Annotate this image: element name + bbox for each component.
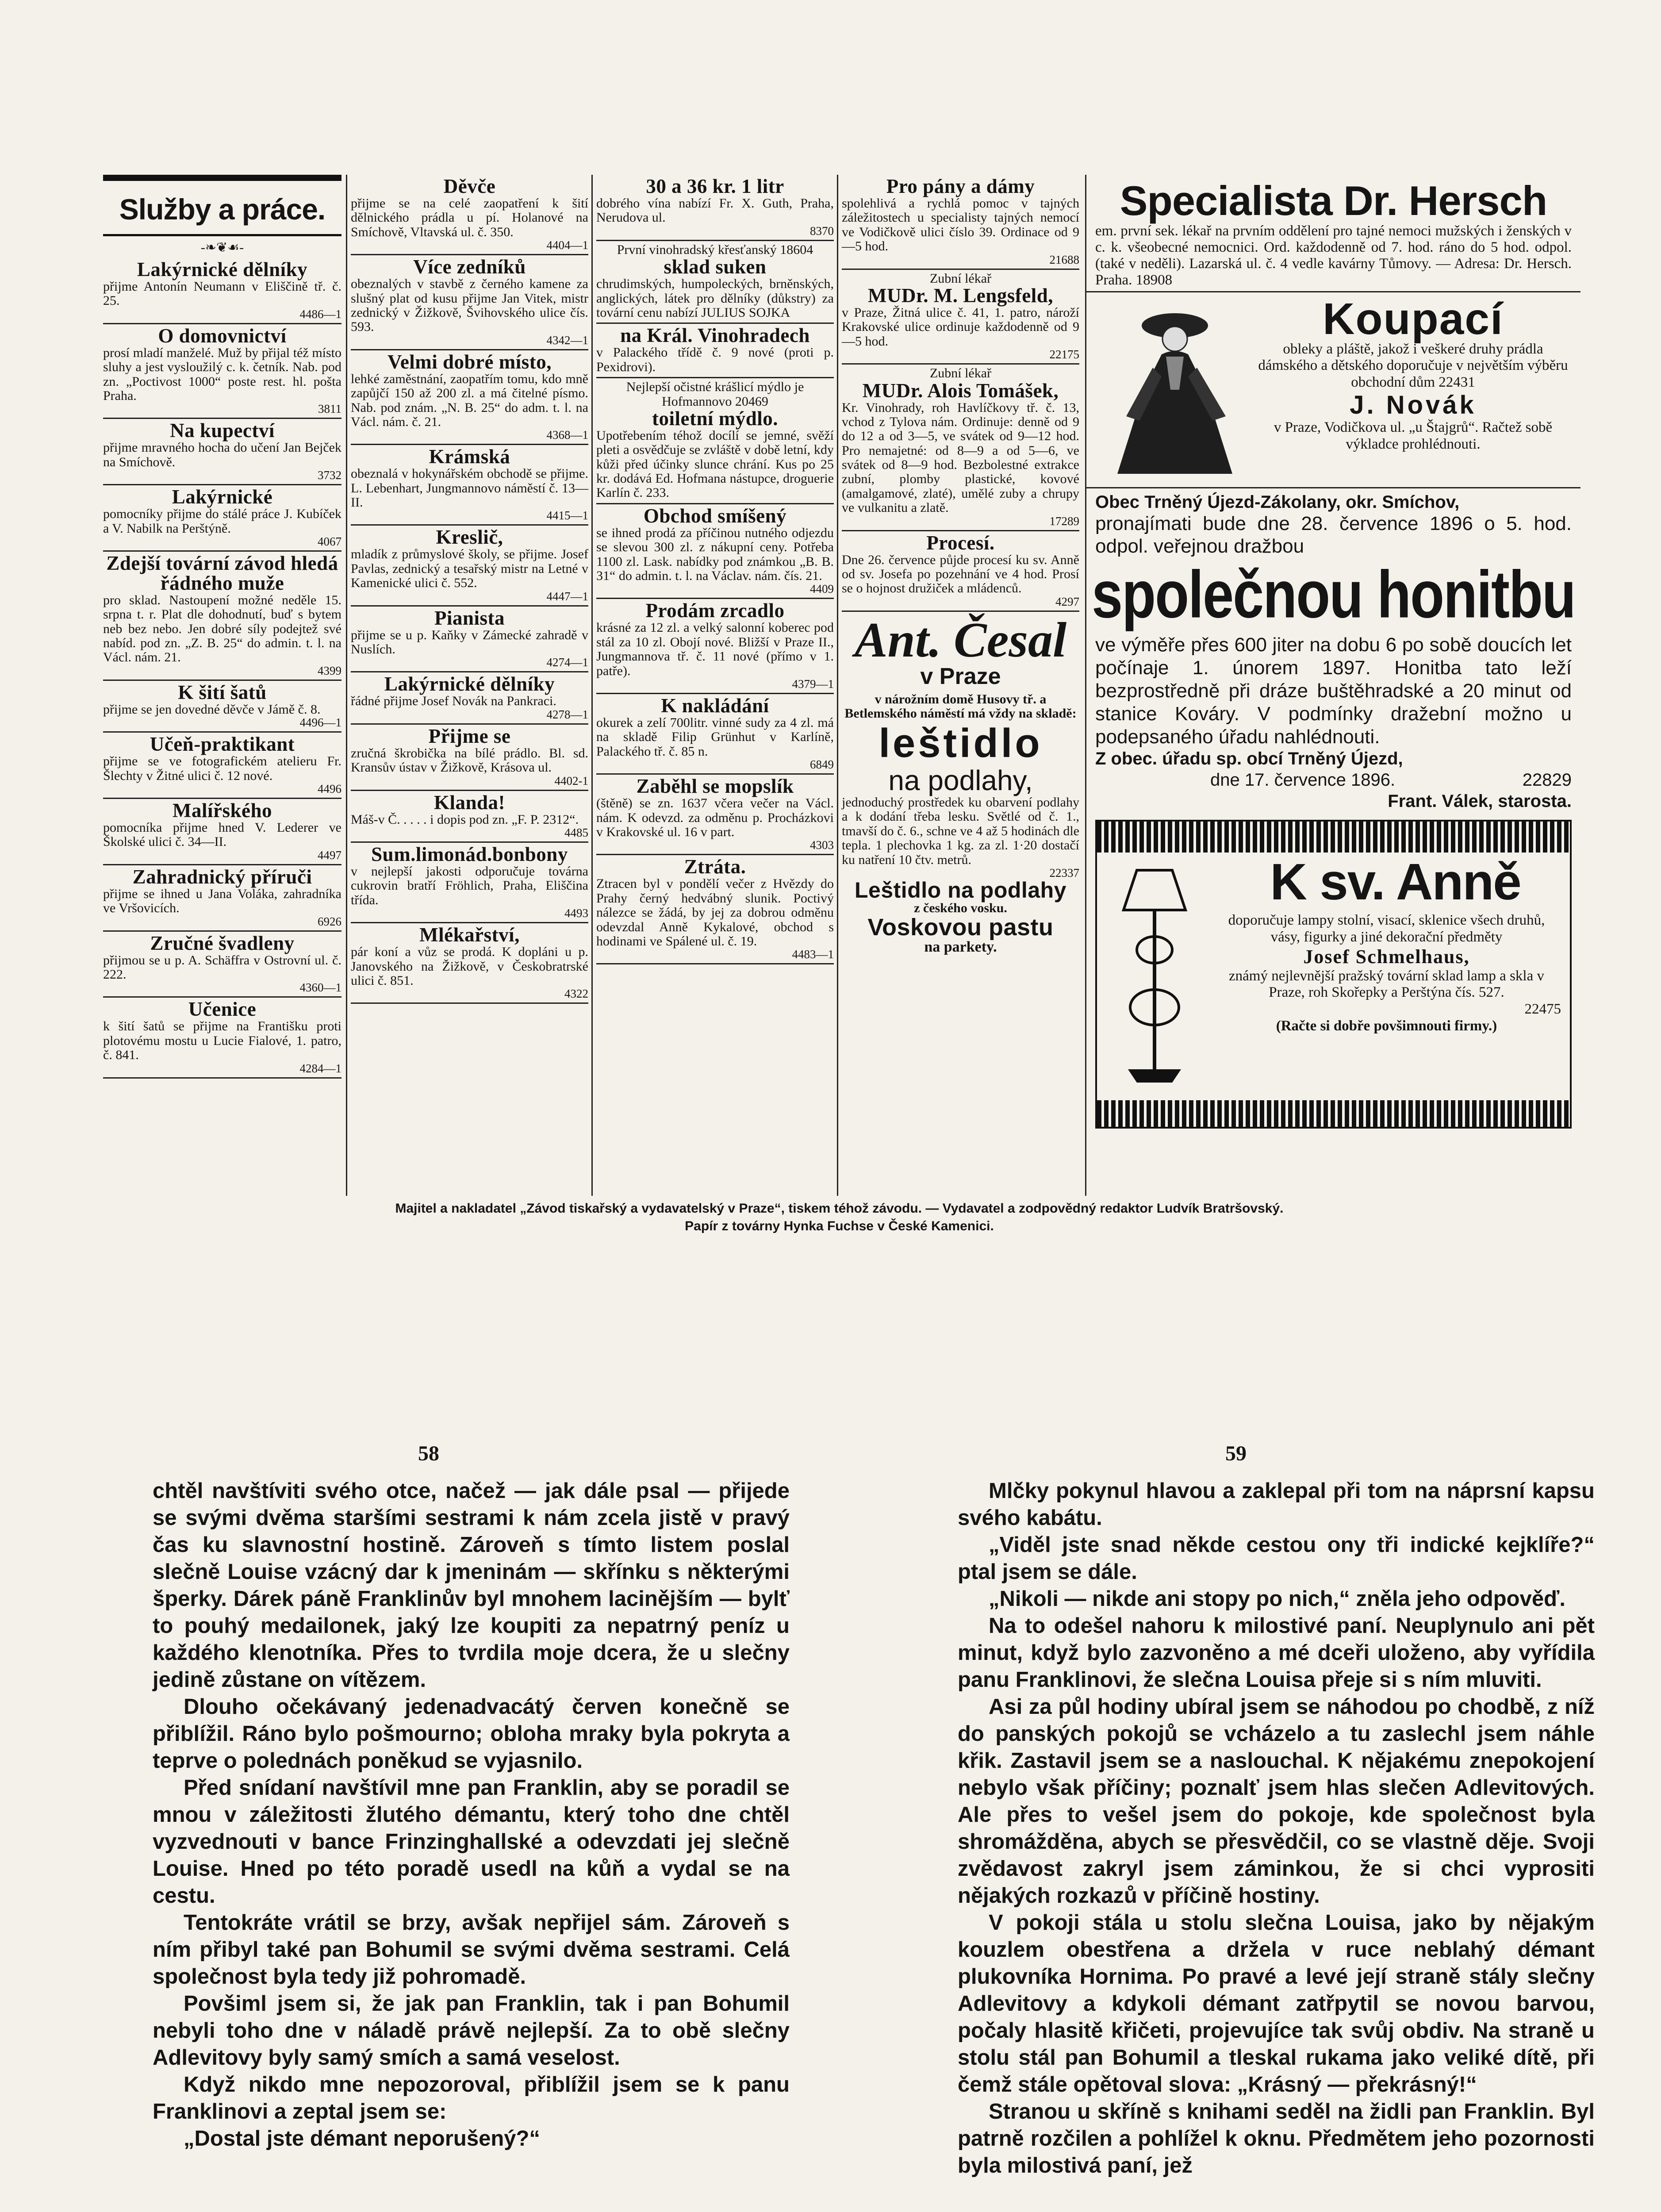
ad-body: přijme se na celé zaopatření k šití dělnického prádla u pí. Holanové na Smíchově, Vltavská ul. č. 350. [351,196,588,239]
ads-list [103,258,341,1079]
ads-column-3 [591,175,837,1196]
ad-body: obeznalých v stavbě z černého kamene za slušný plat od kusu přijme Jan Vitek, mistr zednický v Žižkově, Švihovského ulice čís. 593. [351,276,588,334]
ad-code: 4402-1 [554,774,588,787]
ad-pretitle: Zubní lékař [929,366,992,381]
anne-note: (Račte si dobře povšimnouti firmy.) [1276,1018,1497,1034]
ad-body: (štěně) se zn. 1637 včera večer na Václ. nám. K odevzd. za odměnu p. Procházkovi v Krakovské ul. 16 v part. [596,796,834,839]
ads-list [842,175,1079,612]
ad-code: 4379—1 [792,677,834,691]
ad-body: v Praze, Žitná ulice č. 41, 1. patro, nároží Krakovské ulice ordinuje každodenně od 9—5 hod. [842,305,1079,349]
ad-body: mladík z průmyslové školy, se přijme. Josef Pavlas, zednický a tesařský mistr na Letné v Kamenické ulici č. 552. [351,547,588,591]
story-paragraph: Dlouho očekávaný jedenadvacátý červen konečně se přiblížil. Ráno bylo pošmourno; obloha mraky byla pokryta a teprve o polednách poněkud se vyjasnilo. [153,1695,790,1773]
footer-paper: Papír z továrny Hynka Fuchse v České Kamenici. [685,1219,994,1233]
ad-code: 3811 [318,402,341,416]
ad-title: Pianista [434,607,505,629]
ad-code: 6849 [810,758,834,772]
story-paragraph: chtěl navštíviti svého otce, načež — jak dále psal — přijede se svými dvěma staršími sestrami k nám zcela jistě v pravý čas ku slavnostní hostině. Zároveň s tímto listem poslal slečně Louise vzácný dar k jmeninám — skřínku s některými šperky. Dárek páně Franklinův byl mnohem lacinějším — bylť to pouhý medailonek, jaký lze koupiti za nepatrný peníz u každého klenotníka. Přes to tvrdila moje dcera, že u slečny jedině zůstane on vítězem. [153,1479,790,1692]
ad-code: 4399 [318,664,341,677]
ad-item [596,324,834,378]
ad-item [842,531,1079,612]
ad-title: Přijme se [428,725,511,747]
ad-title: MUDr. M. Lengsfeld, [867,284,1054,307]
ad-title: K šití šatů [178,681,267,703]
ad-pretitle: Zubní lékař [929,271,992,286]
ad-body: přijme Antonín Neumann v Eliščině tř. č. 25. [103,279,341,308]
ad-item [103,258,341,324]
ad-item [842,365,1079,531]
lestidlo2-title: Leštidlo na podlahy [855,877,1066,902]
ad-item [596,241,834,324]
z-ceskeho: z českého vosku. [914,900,1007,915]
ad-title: Pro pány a dámy [886,175,1035,197]
page-number-right: 59 [1225,1442,1247,1465]
advertisement-section [100,175,1579,1196]
na-parkety: na parkety. [924,939,997,956]
ad-item [351,350,588,445]
ad-code: 4496—1 [299,716,341,730]
story-paragraph: „Nikoli — nikde ani stopy po nich,“ zněla jeho odpověď. [989,1587,1565,1611]
ad-code: 4360—1 [299,981,341,995]
trneny-date: dne 17. července 1896. [1210,770,1396,790]
ad-item [596,504,834,599]
ad-body: v nejlepší jakosti odporučuje továrna cukrovin bratří Fröhlich, Praha, Eliščina třída. [351,864,588,907]
ad-title: na Král. Vinohradech [620,324,810,347]
story-column-left [153,1478,790,2152]
ad-body: spolehlivá a rychlá pomoc v tajných záležitostech u specialisty tajných nemocí ve Vodičkově ulici číslo 39. Ordinace od 9—5 hod. [842,196,1079,254]
ad-title: Děvče [443,175,496,197]
ad-body: Máš-v Č. . . . . i dopis pod zn. „F. P. 2312“. [351,812,579,827]
ad-code: 4486—1 [299,307,341,321]
ad-item [596,694,834,775]
story-paragraph: Asi za půl hodiny ubíral jsem se náhodou po chodbě, z níž do panských pokojů se vcházelo a tu zaslechl jsem náhle křik. Zastavil jsem se a naslouchal. K nějakému znepokojení nebylo však příčiny; poznalť jsem hlas slečen Adlevitových. Ale přes to vešel jsem do pokoje, kde společnost byla shromážděna, abych se přesvědčil, co se vlastně děje. Svoji zvědavost zakryl jsem záminkou, že si chci vyprositi nějakých rozkazů v příčině hostiny. [958,1695,1595,1908]
anne-title: K sv. Anně [1270,853,1521,911]
ad-item [596,599,834,694]
ad-body: přijme se u p. Kaňky v Zámecké zahradě v Nuslích. [351,627,588,657]
ad-code: 4297 [1055,595,1079,608]
ad-body: přijme se jen dovedné děvče v Jámě č. 8. [103,702,321,717]
ad-item [103,932,341,998]
ad-code: 6926 [318,914,341,928]
koupaci-description: obleky a pláště, jakož i veškeré druhy prádla dámského a dětského doporučuje v největším výběru obchodní dům [1258,341,1568,391]
ad-title: Klanda! [433,791,506,814]
cesal-title: Ant. Česal [854,612,1067,668]
ad-code: 4483—1 [792,948,834,961]
ad-item [103,419,341,485]
cesal-subtitle: v Praze [920,663,1001,689]
ad-body: obeznalá v hokynářském obchodě se přijme. L. Lebenhart, Jungmannovo náměstí č. 13—II. [351,466,588,510]
lady-illustration [1100,301,1246,478]
ad-title: Učenice [188,998,257,1021]
ad-item [103,865,341,932]
ad-body: Kr. Vinohrady, roh Havlíčkovy tř. č. 13, vchod z Tylova nám. Ordinuje: denně od 9 do 12 a od 3—5, ve svátek od 9—12 hod. Pro nemajetné: od 8—9 a od 5—6, ve svátek od 8—9 hod. Bezbolestné extrakce zubní, plomby plastické, kovové (amalgamové, zlaté), umělé zuby a chrupy ve vulkanitu a zlatě. [842,400,1079,515]
ad-item [351,175,588,255]
trneny-body-2: ve výměře přes 600 jiter na dobu 6 po sobě doucích let počínaje 1. únorem 1897. Honitba tato leží bezprostředně při dráze buštěhradské a 20 minut od stanice Kováry. V podmínky dražební možno u podepsaného úřadu nahlédnouti. [1095,634,1572,748]
ad-code: 8370 [810,224,834,238]
story-paragraph: „Dostal jste démant neporušený?“ [184,2127,540,2151]
story-paragraph: V pokoji stála u stolu slečna Louisa, jako by nějakým kouzlem obestřena a držela v ruce neblahý démant plukovníka Hornima. Po pravé a levé její straně stály slečny Adlevitovy a kdykoli démant zatřpytil se novou barvou, počaly hlasitě křičeti, projevujíce tak svůj obdiv. Na straně u stolu stál pan Bohumil a tleskal rukama jako veliké dítě, při čemž stále opětoval slova: „Krásný — překrásný!“ [958,1911,1595,2097]
ads-column-4 [837,175,1083,1196]
ad-body: řádné přijme Josef Novák na Pankraci. [351,694,556,709]
ad-title: Na kupectví [170,419,275,442]
ad-code: 4415—1 [546,509,588,522]
ad-body: pomocníka přijme hned V. Lederer ve Školské ulici č. 34—II. [103,820,341,849]
ad-body: dobrého vína nabízí Fr. X. Guth, Praha, Nerudova ul. [596,196,834,225]
ads-column-1 [100,175,345,1196]
section-heading: Služby a práce. [103,175,341,236]
story-paragraph: Před snídaní navštívil mne pan Franklin, aby se poradil se mnou v záležitosti žlutého démantu, který toho dne chtěl vyzvednouti v bance Frinzinghallské a odevzdati jej slečně Louise. Hned po této poradě usedl na kůň a vydal se na cestu. [153,1776,790,1908]
cesal-address: v nárožním domě Husovy tř. a Betlemského náměstí má vždy na skladě: [844,691,1077,721]
ad-body: Dne 26. července půjde procesí ku sv. Anně od sv. Josefa po pozehnání ve 4 hod. Prosí se o hojnost družiček a mládenců. [842,552,1079,596]
honitba-title: společnou honitbu [1092,557,1575,632]
anne-ad [1095,820,1572,1129]
ornament: -❧❦☙- [200,240,244,255]
ad-item [103,998,341,1078]
ad-body: pro sklad. Nastoupení možné neděle 15. srpna t. r. Plat dle dohodnutí, buď s bytem neb bez nebo. Jen dobré síly podejtež své nabíd. pod zn. „Z. B. 25“ do admin. t. l. na Václ. nám. 21. [103,592,341,665]
novak-name: J. Novák [1350,391,1477,420]
ad-title: Lakýrnické dělníky [384,673,555,695]
hersch-title: Specialista Dr. Hersch [1120,177,1547,224]
ad-pretitle: Nejlepší očistné krášlicí mýdlo je Hofmannovo 20469 [626,380,804,409]
ad-title: O domovnictví [158,324,287,347]
ads-column-2 [346,175,592,1196]
ad-code: 4409 [810,582,834,596]
ad-title: Ztráta. [684,856,746,878]
ad-title: Zručné švadleny [150,932,295,954]
ad-pretitle: První vinohradský křesťanský 18604 [617,242,813,257]
ad-code: 4404—1 [546,238,588,252]
trneny-signature-2 [1086,769,1580,791]
ad-body: Upotřebením téhož docílí se jemné, svěží pleti a osvědčuje se zvláště v době letní, kdy kůži před účinky slunce chrání. Kus po 25 kr. dodává Ed. Hofmana nástupce, droguerie Karlín č. 233. [596,428,834,500]
voskovou-pastu: Voskovou pastu [867,914,1054,941]
ad-code: 4342—1 [546,333,588,347]
koupaci-ad [1086,291,1580,488]
ad-title: Lakýrnické [172,486,273,508]
ad-title: Mlékařství, [419,924,520,946]
ad-body: se ihned prodá za příčinou nutného odjezdu se slevou 300 zl. z nákupní ceny. Potřeba 1100 zl. Lask. nabídky pod známkou „B. B. 31“ do admin. t. l. na Václav. nám. čís. 21. [596,525,834,584]
ad-code: 4322 [564,987,588,1001]
ad-item [103,324,341,419]
ad-code: 4447—1 [546,589,588,603]
ad-body: v Palackého třídě č. 9 nové (proti p. Pexidrovi). [596,345,834,374]
ad-code: 4067 [318,534,341,548]
trneny-signature-1: Z obec. úřadu sp. obcí Trněný Újezd, [1095,749,1403,769]
ad-item [103,485,341,552]
trneny-body-1: pronajímati bude dne 28. července 1896 o 5. hod. odpol. veřejnou dražbou [1095,512,1572,557]
ad-item [351,526,588,606]
lestidlo-code: 22337 [1049,866,1079,879]
ad-title: Učeň-praktikant [150,733,295,756]
ad-title: Velmi dobré místo, [387,350,552,373]
ad-body: přijmou se u p. A. Schäffra v Ostrovní ul. č. 222. [103,952,341,982]
story-column-right [958,1478,1595,2179]
ad-title: Procesí. [926,531,995,554]
ad-item [596,855,834,964]
story-paragraph: Když nikdo mne nepozoroval, přiblížil jsem se k panu Franklinovi a zeptal jsem se: [153,2073,790,2124]
ad-code: 4493 [564,906,588,920]
ad-body: prosí mladí manželé. Muž by přijal též místo sluhy a jest vysloužilý c. k. četník. Nab. pod zn. „Poctivost 1000“ poste rest. hl. pošta Praha. [103,345,341,403]
ad-code: 4496 [318,782,341,796]
trneny-heading: Obec Trněný Újezd-Zákolany, okr. Smíchov, [1095,492,1460,512]
koupaci-title: Koupací [1323,294,1504,344]
ad-item [351,607,588,673]
ad-code: 4368—1 [546,428,588,442]
ad-item [103,799,341,865]
ad-code: 4278—1 [546,707,588,721]
ad-body: lehké zaměstnání, zaopatřím tomu, kdo mně zapůjčí 150 až 200 zl. a má čitelné písmo. Nab. pod znám. „N. B. 25“ do adm. t. l. na Václ. nám. č. 21. [351,371,588,429]
ad-title: Zahradnický příruči [132,865,312,888]
ad-item [351,923,588,1004]
ad-item [103,681,341,733]
na-podlahy: na podlahy, [888,764,1033,796]
ad-title: Více zedníků [413,256,526,278]
ad-title: toiletní mýdlo. [652,407,778,430]
hersch-code: 18908 [1135,272,1173,288]
ad-item [596,175,834,241]
ad-code: 17289 [1049,514,1079,528]
ad-body: Ztracen byl v pondělí večer z Hvězdy do Prahy černý hedvábný slunik. Poctivý nálezce se žádá, by jej za dobrou odměnu odevzdal Anně Kykalové, obchod s hodinami ve Spálené ul. č. 19. [596,876,834,949]
decorative-bar-bottom [1097,1100,1570,1127]
ad-body: chrudimských, humpoleckých, brněnských, anglických, látek pro dělníky (důkstry) za tovární cenu nabízí JULIUS SOJKA [596,276,834,320]
ad-item [103,552,341,681]
novak-address: v Praze, Vodičkova ul. „u Štajgrů“. Račtež sobě výkladce prohlédnouti. [1274,419,1553,453]
ad-code: 22175 [1049,348,1079,361]
ad-item [842,270,1079,365]
ads-column-5 [1085,175,1580,1196]
ad-title: Sum.limonád.bonbony [371,843,568,865]
ad-code: 4274—1 [546,656,588,669]
hersch-text: em. první sek. lékař na prvním oddělení pro tajné nemoci mužských i ženských v c. k. všeobecné nemocnici. Ord. každodenně od 7. hod. ráno do 5 hod. odpol. (také v neděli). Lazarská ul. č. 4 vedle kavárny Tůmovy. — Adresa: Dr. Hersch. Praha. [1095,223,1572,288]
ad-body: přijme se ve fotografickém atelieru Fr. Šlechty v Žitné ulici č. 12 nové. [103,754,341,783]
lamp-illustration [1110,861,1199,1091]
anne-code: 22475 [1524,1001,1561,1018]
ads-list [596,175,834,964]
ad-title: Obchod smíšený [643,504,787,527]
schmelhaus-name: Josef Schmelhaus, [1303,945,1470,968]
ad-code: 3732 [318,469,341,482]
ad-title: Malířského [173,799,272,822]
story-paragraph: Na to odešel nahoru k milostivé paní. Neuplynulo ani pět minut, když bylo zazvoněno a mé dceři uloženo, aby vyřídila panu Franklinovi, že slečna Louisa přeje si s ním mluviti. [958,1614,1595,1692]
ads-list [351,175,588,1004]
ad-item [351,672,588,724]
ad-body: přijme mravného hocha do učení Jan Bejček na Smíchově. [103,440,341,469]
ad-title: Zdejší tovární závod hledá řádného muže [106,552,338,594]
hersch-body [1086,223,1580,288]
story-paragraph: Tentokráte vrátil se brzy, avšak nepřijel sám. Zároveň s ním přibyl také pan Bohumil se svými dvěma sestrami. Celá společnost byla tedy již pohromadě. [153,1911,790,1989]
story-paragraph: Stranou u skříně s knihami seděl na židli pan Franklin. Byl patrně rozčilen a pohlížel k oknu. Předmětem jeho pozornosti byla milostivá paní, jež [958,2100,1595,2177]
ad-body: pár koní a vůz se prodá. K dopláni u p. Janovského na Žižkově, v Českobratrské ulici č. 851. [351,945,588,988]
ad-item [842,175,1079,270]
ad-body: zručná škrobička na bílé prádlo. Bl. sd. Kransův ústav v Žižkově, Krásova ul. [351,745,588,775]
anne-text [1212,912,1561,1034]
decorative-bar-top [1097,822,1570,853]
page-number-left: 58 [418,1442,439,1465]
ad-title: 30 a 36 kr. 1 litr [646,175,784,197]
ad-item [596,378,834,504]
ad-title: Krámská [429,445,510,468]
story-paragraph: Mlčky pokynul hlavou a zaklepal při tom na náprsní kapsu svého kabátu. [958,1479,1595,1530]
ad-body: přijme se ihned u Jana Voláka, zahradníka ve Vršovicích. [103,886,341,916]
ad-item [351,725,588,791]
ad-title: Lakýrnické dělníky [137,258,308,280]
anne-body-2: známý nejlevnější pražský tovární sklad lamp a skla v Praze, roh Skořepky a Perštýna čís. 527. [1229,968,1544,1001]
ad-code: 4303 [810,838,834,852]
trneny-code: 22829 [1522,770,1572,790]
ad-item [351,255,588,350]
ad-item [596,775,834,855]
ad-title: sklad suken [664,256,767,278]
koupaci-body [1254,341,1572,392]
ad-code: 4485 [564,826,588,839]
anne-body-1: doporučuje lampy stolní, visací, sklenice všech druhů, vásy, figurky a jiné dekorační předměty [1228,912,1545,945]
ad-title: Zaběhl se mopslík [636,775,794,798]
ad-code: 21688 [1049,253,1079,266]
ad-code: 4497 [318,848,341,862]
ad-item [351,445,588,526]
ad-body: okurek a zelí 700litr. vinné sudy za 4 zl. má na skladě Filip Grünhut v Karlíně, Palackého tř. č. 85 n. [596,715,834,759]
ad-item [103,733,341,799]
story-paragraph: Povšiml jsem si, že jak pan Franklin, tak i pan Bohumil nebyli toho dne v náladě právě nejlepší. Za to obě slečny Adlevitovy byly samý smích a samá veselost. [153,1992,790,2070]
ad-item [351,791,588,843]
ad-body: k šití šatů se přijme na Františku proti plotovému mostu u Lucie Fialové, 1. patro, č. 841. [103,1019,341,1063]
lestidlo-body: jednoduchý prostředek ku obarvení podlahy a k dodání třeba lesku. Světlé od č. 1., tmavší do č. 6., schne ve 4 až 5 hodinách dle tepla. 1 plechovka 1 kg. za zl. 1·20 dostačí ku natření 10 čtv. metrů. [842,795,1079,867]
trneny-signature-3: Frant. Válek, starosta. [1388,791,1572,811]
koupaci-code: 22431 [1439,374,1475,391]
ad-title: Kreslič, [436,526,503,549]
ad-title: Prodám zrcadlo [645,599,785,622]
ad-code: 4284—1 [299,1061,341,1075]
koupaci-text [1254,294,1572,453]
ad-title: MUDr. Alois Tomášek, [862,379,1059,402]
ad-body: krásné za 12 zl. a velký salonní koberec pod stál za 10 zl. Obojí nové. Bližší v Praze II., Jungmannova tř. č. 11 nové (přímo v 1. patře). [596,620,834,678]
story-paragraph: „Viděl jste snad někde cestou ony tři indické kejklíře?“ ptal jsem se dále. [958,1533,1595,1584]
footer-publisher: Majitel a nakladatel „Závod tiskařský a vydavatelský v Praze“, tiskem téhož závodu. — Vydavatel a zodpovědný redaktor Ludvík Bratršovský. [395,1201,1284,1216]
lestidlo-title: leštidlo [878,720,1043,766]
ad-item [351,843,588,923]
ad-body: pomocníky přijme do stálé práce J. Kubíček a V. Nabilk na Perštýně. [103,507,341,536]
ad-title: K nakládání [661,694,769,717]
